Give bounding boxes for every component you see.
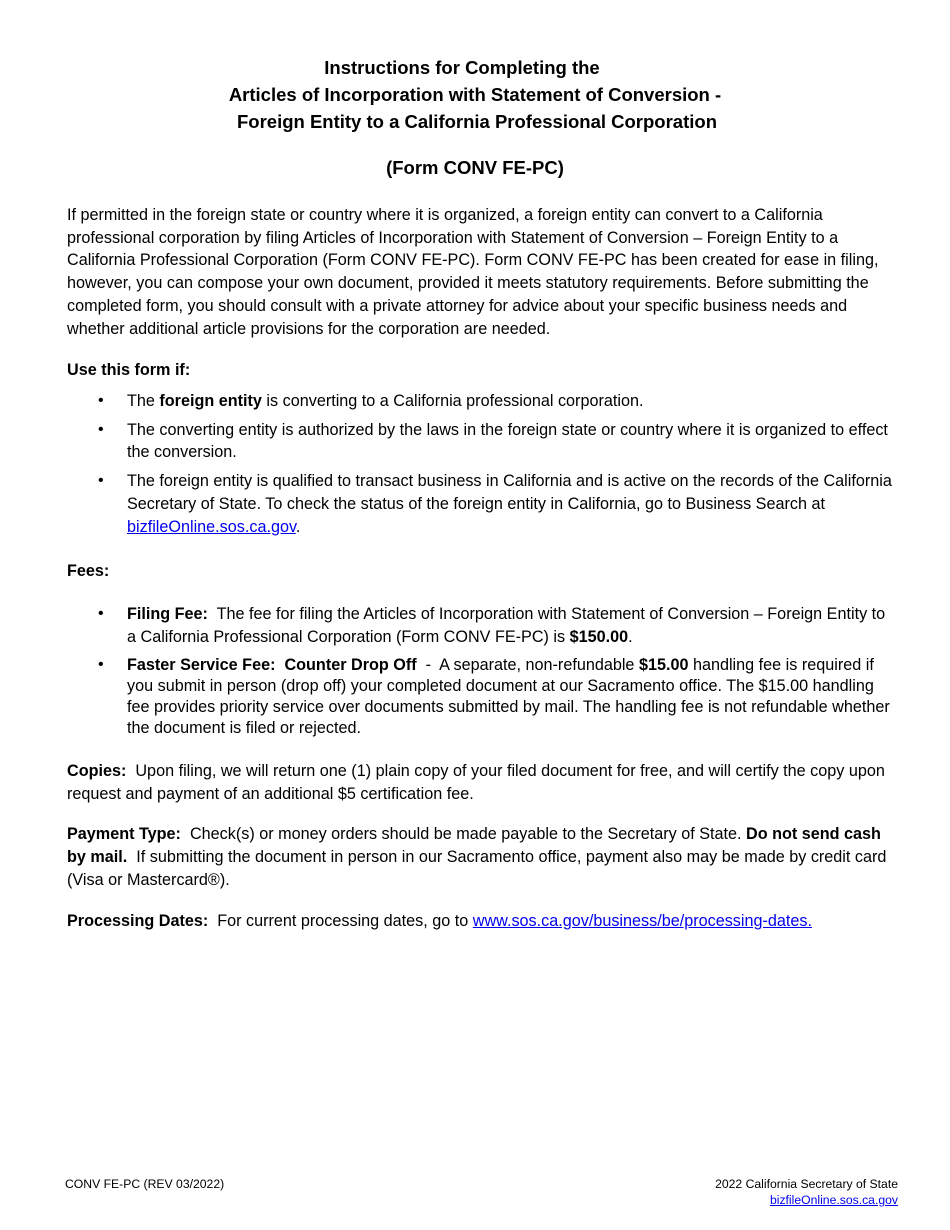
document-title xyxy=(0,54,950,135)
filing-fee-label: Filing Fee: xyxy=(127,605,208,623)
copies-paragraph: Copies: Upon filing, we will return one (1) plain copy of your filed document for free, and will certify the copy upon request and payment of an additional $5 certification fee. xyxy=(67,762,890,803)
list-item: • Filing Fee: The fee for filing the Articles of Incorporation with Statement of Conversion – Foreign Entity to a California Professional Corporation (Form CONV FE-PC) is $150.00. xyxy=(98,605,890,646)
footer-right xyxy=(715,1176,898,1208)
foreign-entity-term: foreign entity xyxy=(159,392,262,410)
processing-dates-paragraph: Processing Dates: For current processing dates, go to www.sos.ca.gov/business/be/processing-dates. xyxy=(67,912,812,930)
payment-type-label: Payment Type: xyxy=(67,825,181,843)
form-code: (Form CONV FE-PC) xyxy=(386,157,564,178)
fees-list xyxy=(67,603,897,745)
no-cash-warning: Do not send cash by mail. xyxy=(67,825,881,866)
list-item: • The converting entity is authorized by the laws in the foreign state or country where it is organized to effect the conversion. xyxy=(98,420,888,462)
list-item: • The foreign entity is qualified to transact business in California and is active on the records of the California Secretary of State. To check the status of the foreign entity in California, go to Business Search at bizfileOnline.sos.ca.gov. xyxy=(98,472,892,536)
title-line-1: Instructions for Completing the xyxy=(324,57,600,78)
filing-fee-amount: $150.00 xyxy=(569,627,629,646)
list-item: • The foreign entity is converting to a California professional corporation. xyxy=(67,390,897,413)
intro-paragraph: If permitted in the foreign state or country where it is organized, a foreign entity can convert to a California professional corporation by filing Articles of Incorporation with Statement of Conversion – Foreign Entity to a California Professional Corporation (Form CONV FE-PC). Form CONV FE-PC has been created for ease in filing, however, you can compose your own document, provided it meets statutory requirements. Before submitting the completed form, you should consult with a private attorney for advice about your specific business needs and whether additional article provisions for the corporation are needed. xyxy=(67,206,879,338)
footer-bizfile-link[interactable]: bizfileOnline.sos.ca.gov xyxy=(769,1193,898,1207)
processing-dates-label: Processing Dates: xyxy=(67,912,209,930)
bullet-icon: • xyxy=(98,656,104,674)
bizfile-online-link[interactable]: bizfileOnline.sos.ca.gov xyxy=(127,517,296,536)
bullet-icon: • xyxy=(98,605,104,622)
list-item: • Faster Service Fee: Counter Drop Off - A separate, non-refundable $15.00 handling fee is required if you submit in person (drop off) your completed document at our Sacramento office. The $15.00 handling fee provides priority service over documents submitted by mail. The handling fee is not refundable whether the document is filed or rejected. xyxy=(98,656,890,737)
title-line-2: Articles of Incorporation with Statement of Conversion - xyxy=(228,84,722,105)
title-line-3: Foreign Entity to a California Professional Corporation xyxy=(236,111,717,132)
handling-fee-amount: $15.00 xyxy=(638,656,689,675)
copyright-notice: 2022 California Secretary of State xyxy=(715,1177,898,1191)
use-form-heading: Use this form if: xyxy=(67,361,191,379)
payment-type-paragraph: Payment Type: Check(s) or money orders should be made payable to the Secretary of State. Do not send cash by mail. If submitting the document in person in our Sacramento office, payment also may be made by credit card (Visa or Mastercard®). xyxy=(67,825,891,889)
bullet-icon: • xyxy=(98,420,104,438)
bullet-icon: • xyxy=(98,472,104,490)
processing-dates-link[interactable]: www.sos.ca.gov/business/be/processing-dates. xyxy=(472,912,812,930)
use-form-list xyxy=(67,390,897,544)
faster-service-fee-label: Faster Service Fee: Counter Drop Off xyxy=(127,656,417,675)
fees-heading: Fees: xyxy=(67,562,110,580)
form-revision: CONV FE-PC (REV 03/2022) xyxy=(65,1177,225,1191)
bullet-icon: • xyxy=(98,392,104,409)
copies-label: Copies: xyxy=(67,762,127,780)
